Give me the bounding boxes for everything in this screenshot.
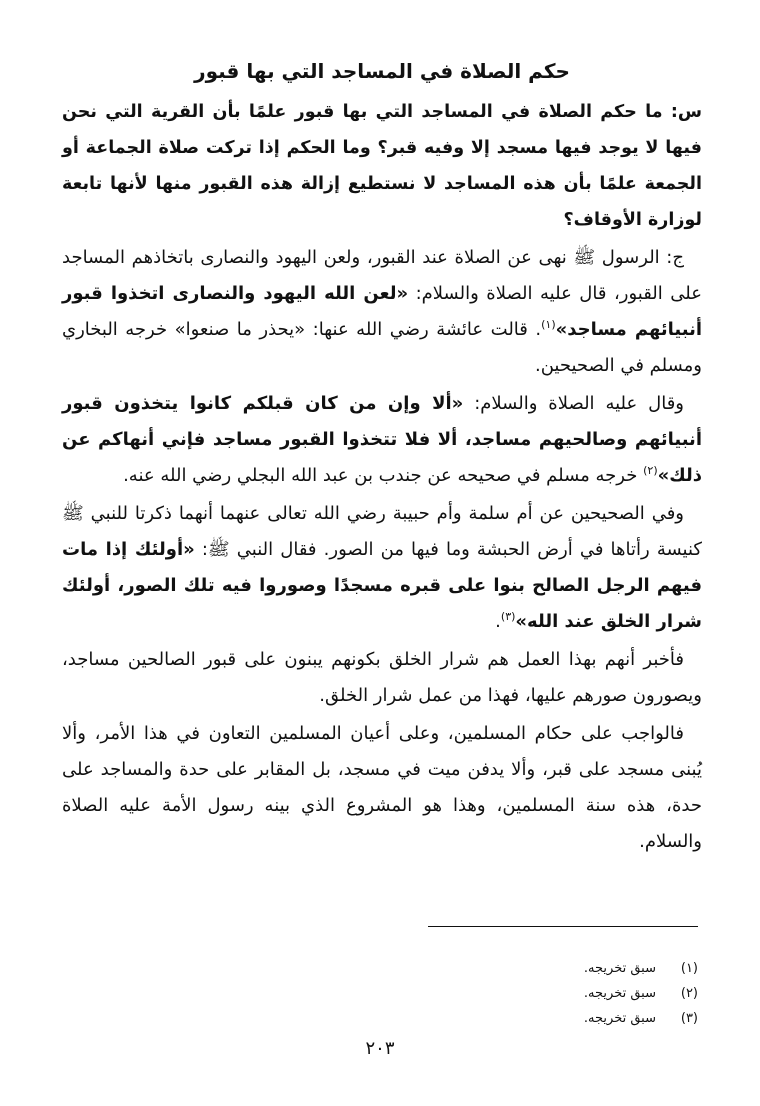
page-body <box>62 56 702 862</box>
footnote-text: سبق تخريجه. <box>583 986 656 1001</box>
footnote-text: سبق تخريجه. <box>583 961 656 976</box>
answer-paragraph-4: فأخبر أنهم بهذا العمل هم شرار الخلق بكونهم يبنون على قبور الصالحين مساجد، ويصورون صورهم عليها، فهذا من عمل شرار الخلق. <box>62 649 702 706</box>
answer-1-intro: ج: الرسول ﷺ نهى عن الصلاة عند القبور، ولعن اليهود والنصارى باتخاذهم المساجد على القبور، قال عليه الصلاة والسلام: <box>62 247 702 304</box>
footnote-ref-3[interactable]: (٣) <box>500 610 516 623</box>
footnote-ref-2[interactable]: (٢) <box>643 464 658 477</box>
answer-1-after: . قالت عائشة رضي الله عنها: «يحذر ما صنعوا» خرجه البخاري ومسلم في الصحيحين. <box>62 319 702 376</box>
answer-3-after: . <box>495 611 501 632</box>
answer-2-intro: وقال عليه الصلاة والسلام: <box>463 393 684 414</box>
hadith-quote-1: «لعن الله اليهود والنصارى اتخذوا قبور أنبيائهم مساجد» <box>62 283 702 340</box>
answer-3-intro: وفي الصحيحين عن أم سلمة وأم حبيبة رضي الله تعالى عنهما أنهما ذكرتا للنبي ﷺ كنيسة رأتاها في أرض الحبشة وما فيها من الصور. فقال النبي ﷺ: <box>62 503 702 560</box>
footnote-ref-1[interactable]: (١) <box>541 318 556 331</box>
footnote-item <box>398 1006 698 1031</box>
answer-paragraph-2 <box>62 386 702 494</box>
footnote-divider <box>428 926 698 927</box>
question-paragraph: س: ما حكم الصلاة في المساجد التي بها قبور علمًا بأن القرية التي نحن فيها لا يوجد فيها مسجد إلا وفيه قبر؟ وما الحكم إذا تركت صلاة الجماعة أو الجمعة علمًا بأن هذه المساجد لا نستطيع إزالة هذه القبور منها لأنها تابعة لوزارة الأوقاف؟ <box>62 102 702 230</box>
footnote-number: (١) <box>680 961 698 976</box>
page-number: ٢٠٣ <box>365 1038 395 1059</box>
answer-paragraph-1 <box>62 240 702 384</box>
hadith-quote-2: «ألا وإن من كان قبلكم كانوا يتخذون قبور أنبيائهم وصالحيهم مساجد، ألا فلا تتخذوا القبور مساجد فإني أنهاكم عن ذلك» <box>62 393 702 486</box>
page-title: حكم الصلاة في المساجد التي بها قبور <box>194 59 570 83</box>
footnote-item <box>398 956 698 981</box>
answer-paragraph-5: فالواجب على حكام المسلمين، وعلى أعيان المسلمين التعاون في هذا الأمر، وألا يُبنى مسجد على قبر، وألا يدفن ميت في مسجد، بل المقابر على حدة والمساجد على حدة، هذه سنة المسلمين، وهذا هو المشروع الذي بينه رسول الأمة عليه الصلاة والسلام. <box>62 723 702 852</box>
footnote-text: سبق تخريجه. <box>583 1011 656 1026</box>
hadith-quote-3: «أولئك إذا مات فيهم الرجل الصالح بنوا على قبره مسجدًا وصوروا فيه تلك الصور، أولئك شرار الخلق عند الله» <box>62 539 702 632</box>
answer-paragraph-3 <box>62 496 702 640</box>
footnote-number: (٢) <box>680 986 698 1001</box>
footnote-number: (٣) <box>680 1011 698 1026</box>
answer-2-after: خرجه مسلم في صحيحه عن جندب بن عبد الله البجلي رضي الله عنه. <box>123 465 644 486</box>
footnote-item <box>398 981 698 1006</box>
footnotes-list <box>398 956 698 1031</box>
